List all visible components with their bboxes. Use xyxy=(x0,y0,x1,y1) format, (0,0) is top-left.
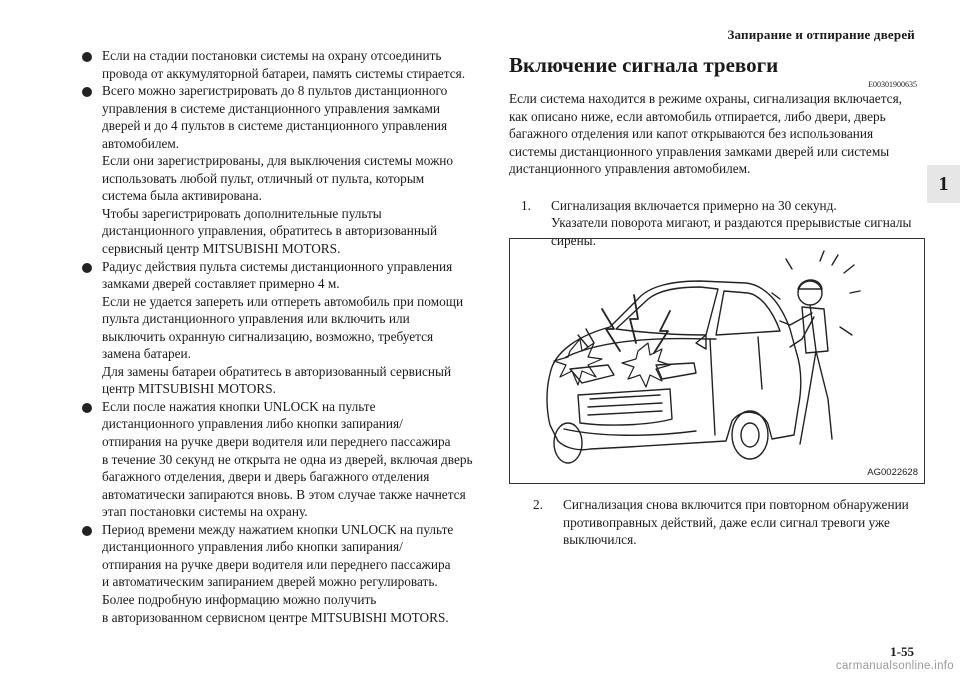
chapter-tab: 1 xyxy=(927,165,960,203)
step-line: Указатели поворота мигают, и раздаются прерывистые сигналы xyxy=(551,215,912,231)
rear-wheel xyxy=(732,411,768,459)
bullet-line: в авторизованном сервисном центре MITSUBISHI MOTORS. xyxy=(102,609,449,625)
bullet-icon xyxy=(82,403,92,413)
bullet-line: управления в системе дистанционного управления замками xyxy=(102,100,441,116)
side-window-front xyxy=(716,291,780,335)
front-wheel xyxy=(554,423,582,463)
bullet-line: в течение 30 секунд не открыта не одна из дверей, включая дверь xyxy=(102,451,473,467)
bullet-line: дверей и до 4 пультов в системе дистанционного управления xyxy=(102,118,448,134)
step-line: сирены. xyxy=(551,232,596,248)
bullet-line: Всего можно зарегистрировать до 8 пультов дистанционного xyxy=(102,83,448,99)
side-mirror xyxy=(696,335,706,349)
car-body-outline xyxy=(547,281,801,450)
bullet-icon xyxy=(82,263,92,273)
step-line: Сигнализация включается примерно на 30 секунд. xyxy=(551,197,837,213)
bullet-line: дистанционного управления либо кнопки запирания/ xyxy=(102,539,403,555)
bullet-line: Для замены батареи обратитесь в авторизованный сервисный xyxy=(102,363,452,379)
intro-line: как описано ниже, если автомобиль отпирается, либо двери, дверь xyxy=(509,108,886,124)
hood-line xyxy=(566,339,716,357)
bullet-line: пульта дистанционного управления или включить или xyxy=(102,311,410,327)
figure-code: AG0022628 xyxy=(867,467,918,478)
bullet-line: центр MITSUBISHI MOTORS. xyxy=(102,381,276,397)
bullet-line: автомобилем. xyxy=(102,135,180,151)
bullet-line: Чтобы зарегистрировать дополнительные пульты xyxy=(102,205,382,221)
car-alarm-drawing xyxy=(510,239,925,484)
bullet-line: Период времени между нажатием кнопки UNLOCK на пульте xyxy=(102,521,454,537)
bullet-item xyxy=(80,521,480,626)
bullet-icon xyxy=(82,52,92,62)
page-number: 1-55 xyxy=(890,644,914,659)
bullet-line: багажного отделения, двери и дверь багажного отделения xyxy=(102,469,430,485)
bullet-item xyxy=(80,258,480,398)
bullet-line: Если на стадии постановки системы на охрану отсоединить xyxy=(102,48,442,63)
watermark: carmanualsonline.info xyxy=(835,660,954,672)
bullet-line: отпирания на ручке двери водителя или переднего пассажира xyxy=(102,434,451,450)
intro-line: багажного отделения или капот открываются без использования xyxy=(509,126,874,142)
running-header: Запирание и отпирание дверей xyxy=(727,27,915,42)
bullet-line: использовать любой пульт, отличный от пульта, которым xyxy=(102,170,425,186)
bullet-line: замена батареи. xyxy=(102,346,192,362)
intro-paragraph xyxy=(509,90,919,178)
section-code: E00301900635 xyxy=(868,80,917,89)
step-number: 1. xyxy=(521,197,531,213)
bullet-line: дистанционного управления, обратитесь в авторизованный xyxy=(102,223,438,239)
bullet-line: система была активирована. xyxy=(102,188,262,204)
left-column xyxy=(80,47,480,626)
bullet-icon xyxy=(82,87,92,97)
headlight-right xyxy=(656,363,696,379)
bullet-icon xyxy=(82,526,92,536)
step-number: 2. xyxy=(533,497,543,512)
bullet-line: дистанционного управления либо кнопки запирания/ xyxy=(102,416,403,432)
bullet-line: и автоматическим запиранием дверей можно регулировать. xyxy=(102,574,438,590)
bullet-line: автоматически запираются вновь. В этом случае также начнется xyxy=(102,486,466,502)
step-line: противоправных действий, даже если сигнал тревоги уже xyxy=(563,514,890,530)
bullet-line: отпирания на ручке двери водителя или переднего пассажира xyxy=(102,556,451,572)
bullet-line: Если они зарегистрированы, для выключения системы можно xyxy=(102,153,454,169)
step-item xyxy=(533,496,960,549)
right-column xyxy=(509,52,919,249)
section-heading: Включение сигнала тревоги xyxy=(509,53,779,77)
alarm-illustration xyxy=(509,238,925,484)
step-line: Сигнализация снова включится при повторном обнаружении xyxy=(563,497,909,512)
bullet-line: сервисный центр MITSUBISHI MOTORS. xyxy=(102,241,341,257)
person-head xyxy=(798,281,822,305)
bullet-line: выключить охранную сигнализацию, возможно, требуется xyxy=(102,328,434,344)
bullet-item xyxy=(80,82,480,257)
bullet-line: замками дверей составляет примерно 4 м. xyxy=(102,276,340,292)
bullet-item xyxy=(80,398,480,521)
front-bumper xyxy=(564,429,696,435)
bullet-item xyxy=(80,47,480,82)
bullet-line: этап постановки системы на охрану. xyxy=(102,504,308,520)
bullet-line: Более подробную информацию можно получить xyxy=(102,591,377,607)
lightning-bolt xyxy=(654,311,670,353)
person-body xyxy=(800,305,832,444)
intro-line: системы дистанционного управления замками дверей или системы xyxy=(509,143,890,159)
step-line: выключился. xyxy=(563,532,637,548)
bullet-line: Если после нажатия кнопки UNLOCK на пульте xyxy=(102,398,376,414)
bullet-line: Если не удается запереть или отпереть автомобиль при помощи xyxy=(102,293,464,309)
bullet-line: Радиус действия пульта системы дистанционного управления xyxy=(102,258,453,274)
intro-line: дистанционного управления автомобилем. xyxy=(509,161,751,177)
bullet-line: провода от аккумуляторной батареи, память системы стирается. xyxy=(102,65,466,81)
intro-line: Если система находится в режиме охраны, сигнализация включается, xyxy=(509,91,903,106)
